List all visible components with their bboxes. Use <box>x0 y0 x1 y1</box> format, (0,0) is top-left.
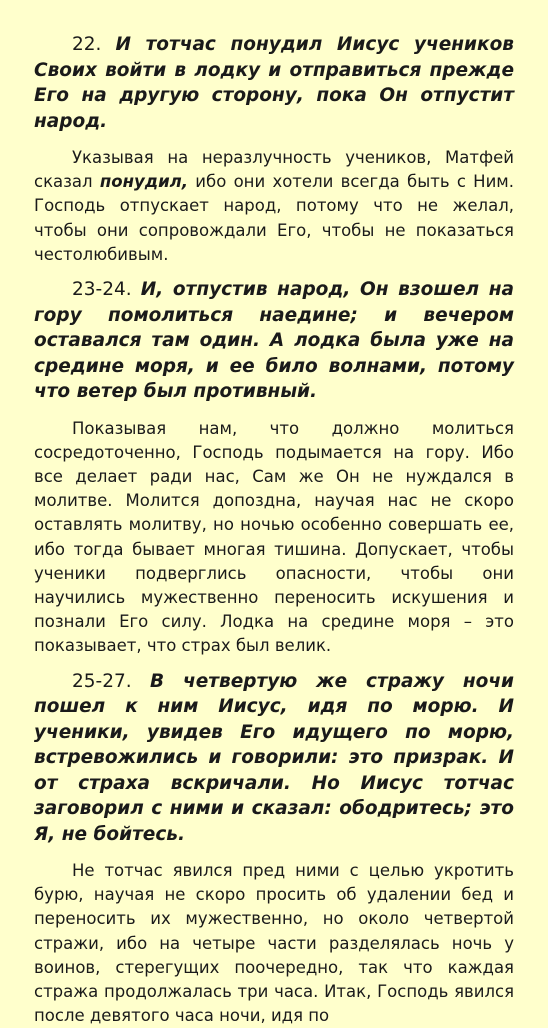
verse-23-24 <box>34 277 514 405</box>
commentary-text: Не тотчас явился пред ними с целью укротить бурю, научая не скоро просить об удалении бед и переносить их мужественно, но около четвертой стражи, ибо на четыре части разделялась ночь у воинов, стерегущих поочередно, так что каждая стража продолжалась три часа. Итак, Господь явился после девятого часа ночи, идя по <box>34 861 514 1026</box>
commentary-text: Указывая на неразлучность учеников, Матфей сказал <box>34 148 514 192</box>
commentary-emphasis: понудил, <box>99 172 189 192</box>
verse-text: В четвертую же стражу ночи пошел к ним Иисус, идя по морю. И ученики, увидев Его идущего по морю, встревожились и говорили: это призрак. И от страха вскричали. Но Иисус тотчас заговорил с ними и сказал: ободритесь; это Я, не бойтесь. <box>34 670 514 845</box>
commentary-text: ибо они хотели всегда быть с Ним. Господь отпускает народ, потому что не желал, чтобы они сопровождали Его, чтобы не показаться честолюбивым. <box>34 172 515 264</box>
commentary-text: Показывая нам, что должно молиться сосредоточенно, Господь подымается на гору. Ибо все делает ради нас, Сам же Он не нуждался в молитве. Молится допоздна, научая нас не скоро оставлять молитву, но ночью особенно совершать ее, ибо тогда бывает многая тишина. Допускает, чтобы ученики подверглись опасности, чтобы они научились мужественно переносить искушения и познали Его силу. Лодка на средине моря – это показывает, что страх был велик. <box>34 418 514 656</box>
verse-number: 23-24. <box>72 279 132 301</box>
verse-text: И, отпустив народ, Он взошел на гору помолиться наедине; и вечером оставался там один. А лодка была уже на средине моря, и ее било волнами, потому что ветер был противный. <box>34 279 514 403</box>
verse-25-27 <box>34 669 514 848</box>
verse-number: 25-27. <box>72 670 132 692</box>
commentary-23-24 <box>34 417 514 659</box>
verse-number: 22. <box>72 34 102 55</box>
commentary-22 <box>34 146 514 267</box>
verse-22 <box>34 32 514 134</box>
commentary-25-27 <box>34 859 514 1028</box>
verse-text: И тотчас понудил Иисус учеников Своих войти в лодку и отправиться прежде Его на другую сторону, пока Он отпустит народ. <box>34 34 514 132</box>
